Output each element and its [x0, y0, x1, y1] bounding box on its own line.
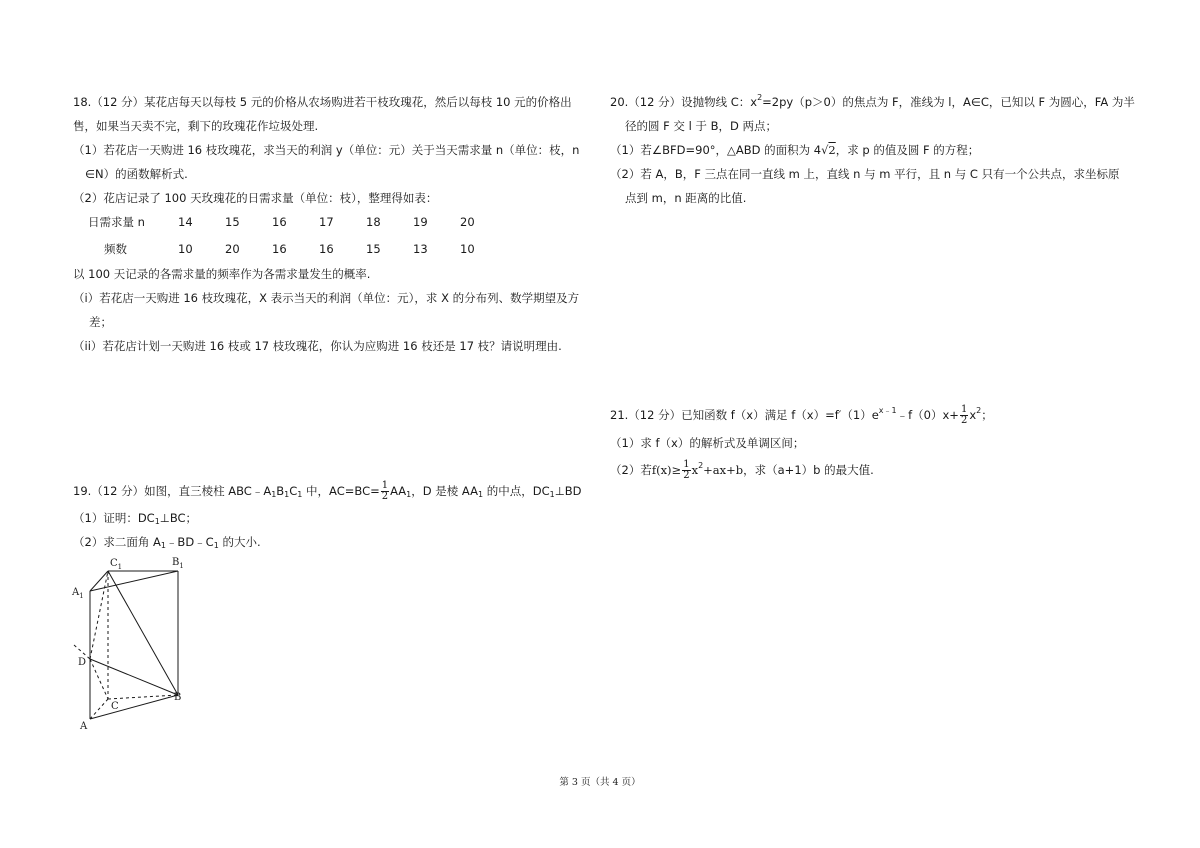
- q18-line-8: 差；: [89, 315, 112, 329]
- fraction-one-half: $\frac{1}{2}$: [960, 404, 968, 426]
- q20-line-2: 径的圆 F 交 l 于 B，D 两点；: [625, 119, 777, 133]
- q21-line-2: （1）求 f（x）的解析式及单调区间；: [610, 436, 805, 450]
- label-d: D: [78, 657, 87, 668]
- table-cell: 18: [366, 215, 381, 229]
- q19-line-3: （2）求二面角 $A_1﹣BD﹣C_1$ 的大小.: [73, 535, 261, 550]
- table-cell: 13: [413, 242, 428, 256]
- table-cell: 15: [225, 215, 240, 229]
- q18-line-2: 售，如果当天卖不完，剩下的玫瑰花作垃圾处理.: [73, 119, 319, 133]
- label-b1: $B_1$: [172, 557, 184, 570]
- table-cell: 14: [178, 215, 193, 229]
- q21-line-3: （2）若f(x)≥ $\frac{1}{2}$ $x^2+ax+b$，求（a+1）b 的最大值.: [610, 459, 874, 481]
- page-footer: 第 3 页（共 4 页）: [559, 777, 641, 788]
- edge-c1-b: [108, 571, 178, 695]
- fraction-one-half: $\frac{1}{2}$: [683, 459, 690, 481]
- q18-line-5: （2）花店记录了 100 天玫瑰花的日需求量（单位：枝），整理得如表：: [73, 191, 438, 205]
- table-cell: 19: [413, 215, 428, 229]
- edge-a-c-hidden: [90, 699, 108, 719]
- edge-a-b: [90, 695, 178, 719]
- q19-line-1: 19.（12 分）如图，直三棱柱 $ABC﹣A_1B_1C_1$ 中，AC=BC= $\frac{1}{2}$ $AA_1$，D 是棱 $AA_1$ 的中点，$DC_1\perp BD$: [73, 480, 582, 502]
- q18-line-3: （1）若花店一天购进 16 枝玫瑰花，求当天的利润 y（单位：元）关于当天需求量 n（单位：枝，n: [73, 143, 580, 157]
- edge-a1-b1: [90, 571, 178, 591]
- table-cell: 10: [178, 242, 193, 256]
- q20-line-4: （2）若 A，B，F 三点在同一直线 m 上，直线 n 与 m 平行，且 n 与 C 只有一个公共点，求坐标原: [610, 167, 1120, 181]
- prism-figure: [68, 553, 198, 733]
- table-cell: 20: [460, 215, 475, 229]
- table-cell: 17: [319, 215, 334, 229]
- q18-line-6: 以 100 天记录的各需求量的频率作为各需求量发生的概率.: [73, 267, 371, 281]
- label-a1: $A_1$: [72, 587, 84, 600]
- table-row1-label: 日需求量 n: [88, 215, 145, 229]
- q18-line-7: （i）若花店一天购进 16 枝玫瑰花，X 表示当天的利润（单位：元），求 X 的分布列、数学期望及方: [73, 291, 580, 305]
- table-cell: 20: [225, 242, 240, 256]
- edge-d-c1-hidden: [90, 571, 108, 659]
- q20-line-3: （1）若∠BFD=90°，△ABD 的面积为 4√2，求 p 的值及圆 F 的方程；: [610, 143, 980, 157]
- q19-line-2: （1）证明：$DC_1\perp BC$；: [73, 511, 198, 526]
- table-cell: 16: [319, 242, 334, 256]
- label-c1: $C_1$: [110, 558, 123, 571]
- label-a: A: [80, 721, 88, 732]
- label-c: C: [111, 701, 119, 712]
- q18-line-4: ∈N）的函数解析式.: [85, 167, 188, 181]
- q18-line-1: 18.（12 分）某花店每天以每枝 5 元的价格从农场购进若干枝玫瑰花，然后以每枝 10 元的价格出: [73, 95, 572, 109]
- label-b: B: [174, 692, 182, 703]
- q20-line-5: 点到 m，n 距离的比值.: [625, 191, 747, 205]
- fraction-one-half: $\frac{1}{2}$: [381, 480, 389, 502]
- q20-line-1: 20.（12 分）设抛物线 C：$x^2=2py(p>0)$的焦点为 F，准线为 l，A∈C，已知以 F 为圆心，FA 为半: [610, 93, 1135, 109]
- sqrt-symbol: √2: [821, 143, 836, 157]
- table-cell: 16: [272, 215, 287, 229]
- table-cell: 16: [272, 242, 287, 256]
- table-cell: 15: [366, 242, 381, 256]
- table-cell: 10: [460, 242, 475, 256]
- q21-line-1: 21.（12 分）已知函数 f（x）满足 $f(x)=f'(1)e^{x﹣1}﹣f(0)x+$ $\frac{1}{2}$ $x^2$；: [610, 404, 993, 426]
- table-row2-label: 频数: [104, 242, 127, 256]
- q18-line-9: （ii）若花店计划一天购进 16 枝或 17 枝玫瑰花，你认为应购进 16 枝还是 17 枝？请说明理由.: [73, 339, 562, 353]
- edge-c-b-hidden: [108, 695, 178, 699]
- edge-d-b: [90, 659, 178, 695]
